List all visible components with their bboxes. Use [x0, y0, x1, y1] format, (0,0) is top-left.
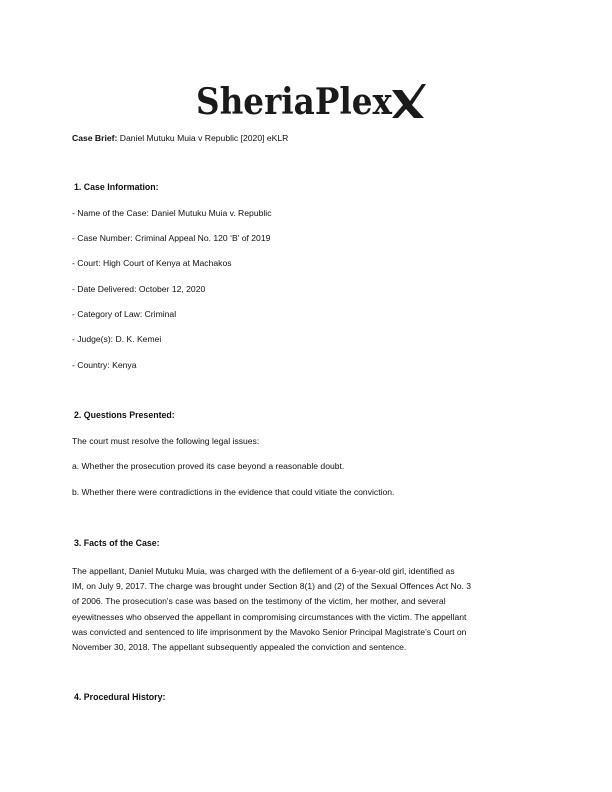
question-item: b. Whether there were contradictions in the evidence that could vitiate the conviction. — [72, 487, 395, 497]
facts-line: The appellant, Daniel Mutuku Muia, was charged with the defilement of a 6-year-old girl, identified as — [72, 566, 455, 576]
question-item: a. Whether the prosecution proved its case beyond a reasonable doubt. — [72, 461, 345, 471]
facts-line: November 30, 2018. The appellant subsequently appealed the conviction and sentence. — [72, 642, 407, 653]
facts-line: was convicted and sentenced to life imprisonment by the Mavoko Senior Principal Magistrate’s Court on — [72, 626, 467, 637]
case-info-item: - Name of the Case: Daniel Mutuku Muia v. Republic — [72, 208, 272, 218]
facts-line: eyewitnesses who observed the appellant in compromising circumstances with the victim. The appellant — [72, 611, 467, 622]
sheriaplex-logo — [196, 78, 426, 126]
case-info-item: - Country: Kenya — [72, 360, 137, 370]
case-info-item: - Category of Law: Criminal — [72, 309, 177, 319]
questions-intro: The court must resolve the following legal issues: — [72, 436, 260, 446]
section-heading-case-information: 1. Case Information: — [74, 182, 159, 192]
facts-paragraph — [72, 564, 546, 655]
logo-text: SheriaPlex — [196, 81, 393, 123]
case-info-item: - Case Number: Criminal Appeal No. 120 ‘B’ of 2019 — [72, 233, 271, 243]
case-brief-line — [72, 133, 288, 143]
section-heading-procedural-history: 4. Procedural History: — [74, 692, 166, 702]
facts-line: IM, on July 9, 2017. The charge was brought under Section 8(1) and (2) of the Sexual Offences Act No. 3 — [72, 581, 472, 592]
case-info-item: - Date Delivered: October 12, 2020 — [72, 284, 206, 294]
facts-line: of 2006. The prosecution's case was based on the testimony of the victim, her mother, and several — [72, 596, 446, 607]
section-heading-questions-presented: 2. Questions Presented: — [74, 410, 175, 420]
case-info-item: - Court: High Court of Kenya at Machakos — [72, 258, 232, 268]
case-brief-label: Case Brief: — [72, 133, 118, 143]
case-info-item: - Judge(s): D. K. Kemei — [72, 334, 162, 344]
case-brief-title: Daniel Mutuku Muia v Republic [2020] eKLR — [119, 133, 289, 143]
section-heading-facts: 3. Facts of the Case: — [74, 538, 160, 548]
